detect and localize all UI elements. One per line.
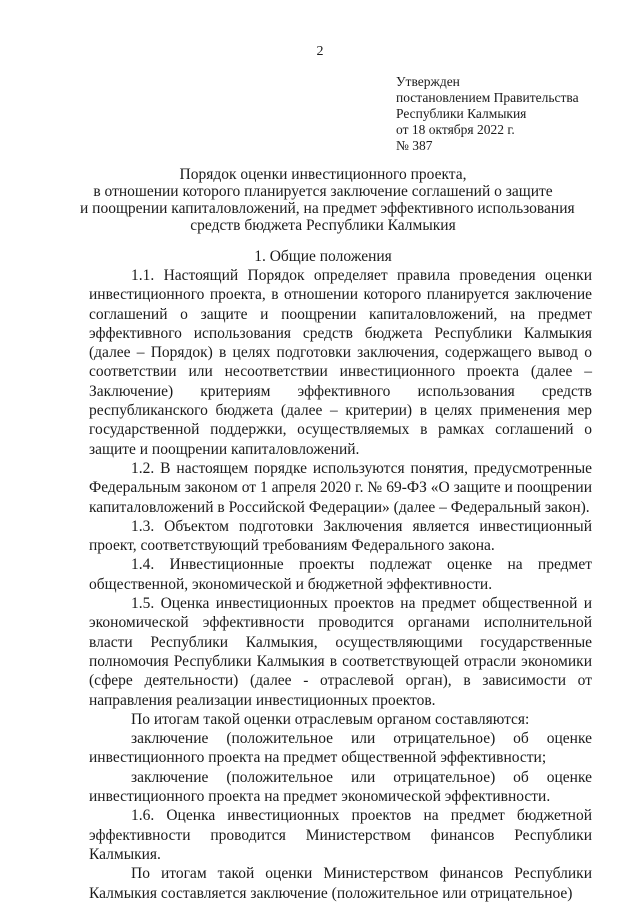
paragraph-1-3: 1.3. Объектом подготовки Заключения является инвестиционный проект, соответствующий требованиям Федерального закона. — [89, 517, 592, 555]
section-heading: 1. Общие положения — [254, 248, 392, 265]
paragraph-1-5: 1.5. Оценка инвестиционных проектов на предмет общественной и экономической эффективности проводится органами исполнительной власти Республики Калмыкия, осуществляющими государственные полномочия Республики Калмыкия в соответствующей отрасли экономики (сфере деятельности) (далее - отраслевой орган), в зависимости от направления реализации инвестиционных проектов. — [89, 595, 592, 709]
paragraph-1-4: 1.4. Инвестиционные проекты подлежат оценке на предмет общественной, экономической и бюджетной эффективности. — [89, 556, 592, 593]
title-line: в отношении которого планируется заключение соглашений о защите — [93, 183, 553, 200]
title-line: средств бюджета Республики Калмыкия — [190, 217, 456, 234]
paragraph-minfin-conclusion: По итогам такой оценки Министерством финансов Республики Калмыкия составляется заключение (положительное или отрицательное) — [89, 865, 592, 902]
paragraph-1-6: 1.6. Оценка инвестиционных проектов на предмет бюджетной эффективности проводится Министерством финансов Республики Калмыкия. — [89, 807, 592, 863]
approval-date: от 18 октября 2022 г. — [396, 122, 515, 137]
page-number: 2 — [316, 44, 324, 59]
approval-block — [396, 74, 579, 154]
paragraph-results-intro: По итогам такой оценки отраслевым органом составляются: — [131, 710, 530, 728]
paragraph-1-2: 1.2. В настоящем порядке используются понятия, предусмотренные Федеральным законом от 1 апреля 2020 г. № 69-ФЗ «О защите и поощрении капиталовложений в Российской Федерации» (далее – Федеральный закон). — [89, 459, 592, 516]
approval-number: № 387 — [396, 138, 433, 153]
paragraph-conclusion-economic: заключение (положительное или отрицательное) об оценке инвестиционного проекта на предмет экономической эффективности. — [89, 768, 592, 806]
document-body — [89, 266, 592, 903]
title-line: Порядок оценки инвестиционного проекта, — [179, 166, 467, 183]
document-title — [80, 166, 575, 234]
paragraph-conclusion-social: заключение (положительное или отрицательное) об оценке инвестиционного проекта на предмет общественной эффективности; — [89, 730, 592, 767]
paragraph-1-1: 1.1. Настоящий Порядок определяет правила проведения оценки инвестиционного проекта, в отношении которого планируется заключение соглашений о защите и поощрении капиталовложений, на предмет эффективного использования средств бюджета Республики Калмыкия (далее – Порядок) в целях подготовки заключения, содержащего вывод о соответствии или несоответствии инвестиционного проекта (далее – Заключение) критериям эффективного использования средств республиканского бюджета (далее – критерии) в целях применения мер государственной поддержки, осуществляемых в рамках соглашений о защите и поощрении капиталовложений. — [89, 267, 592, 458]
approval-line: Республики Калмыкия — [396, 106, 527, 121]
approval-line: Утвержден — [396, 74, 460, 89]
approval-line: постановлением Правительства — [396, 90, 579, 105]
title-line: и поощрении капиталовложений, на предмет эффективного использования — [80, 200, 575, 217]
